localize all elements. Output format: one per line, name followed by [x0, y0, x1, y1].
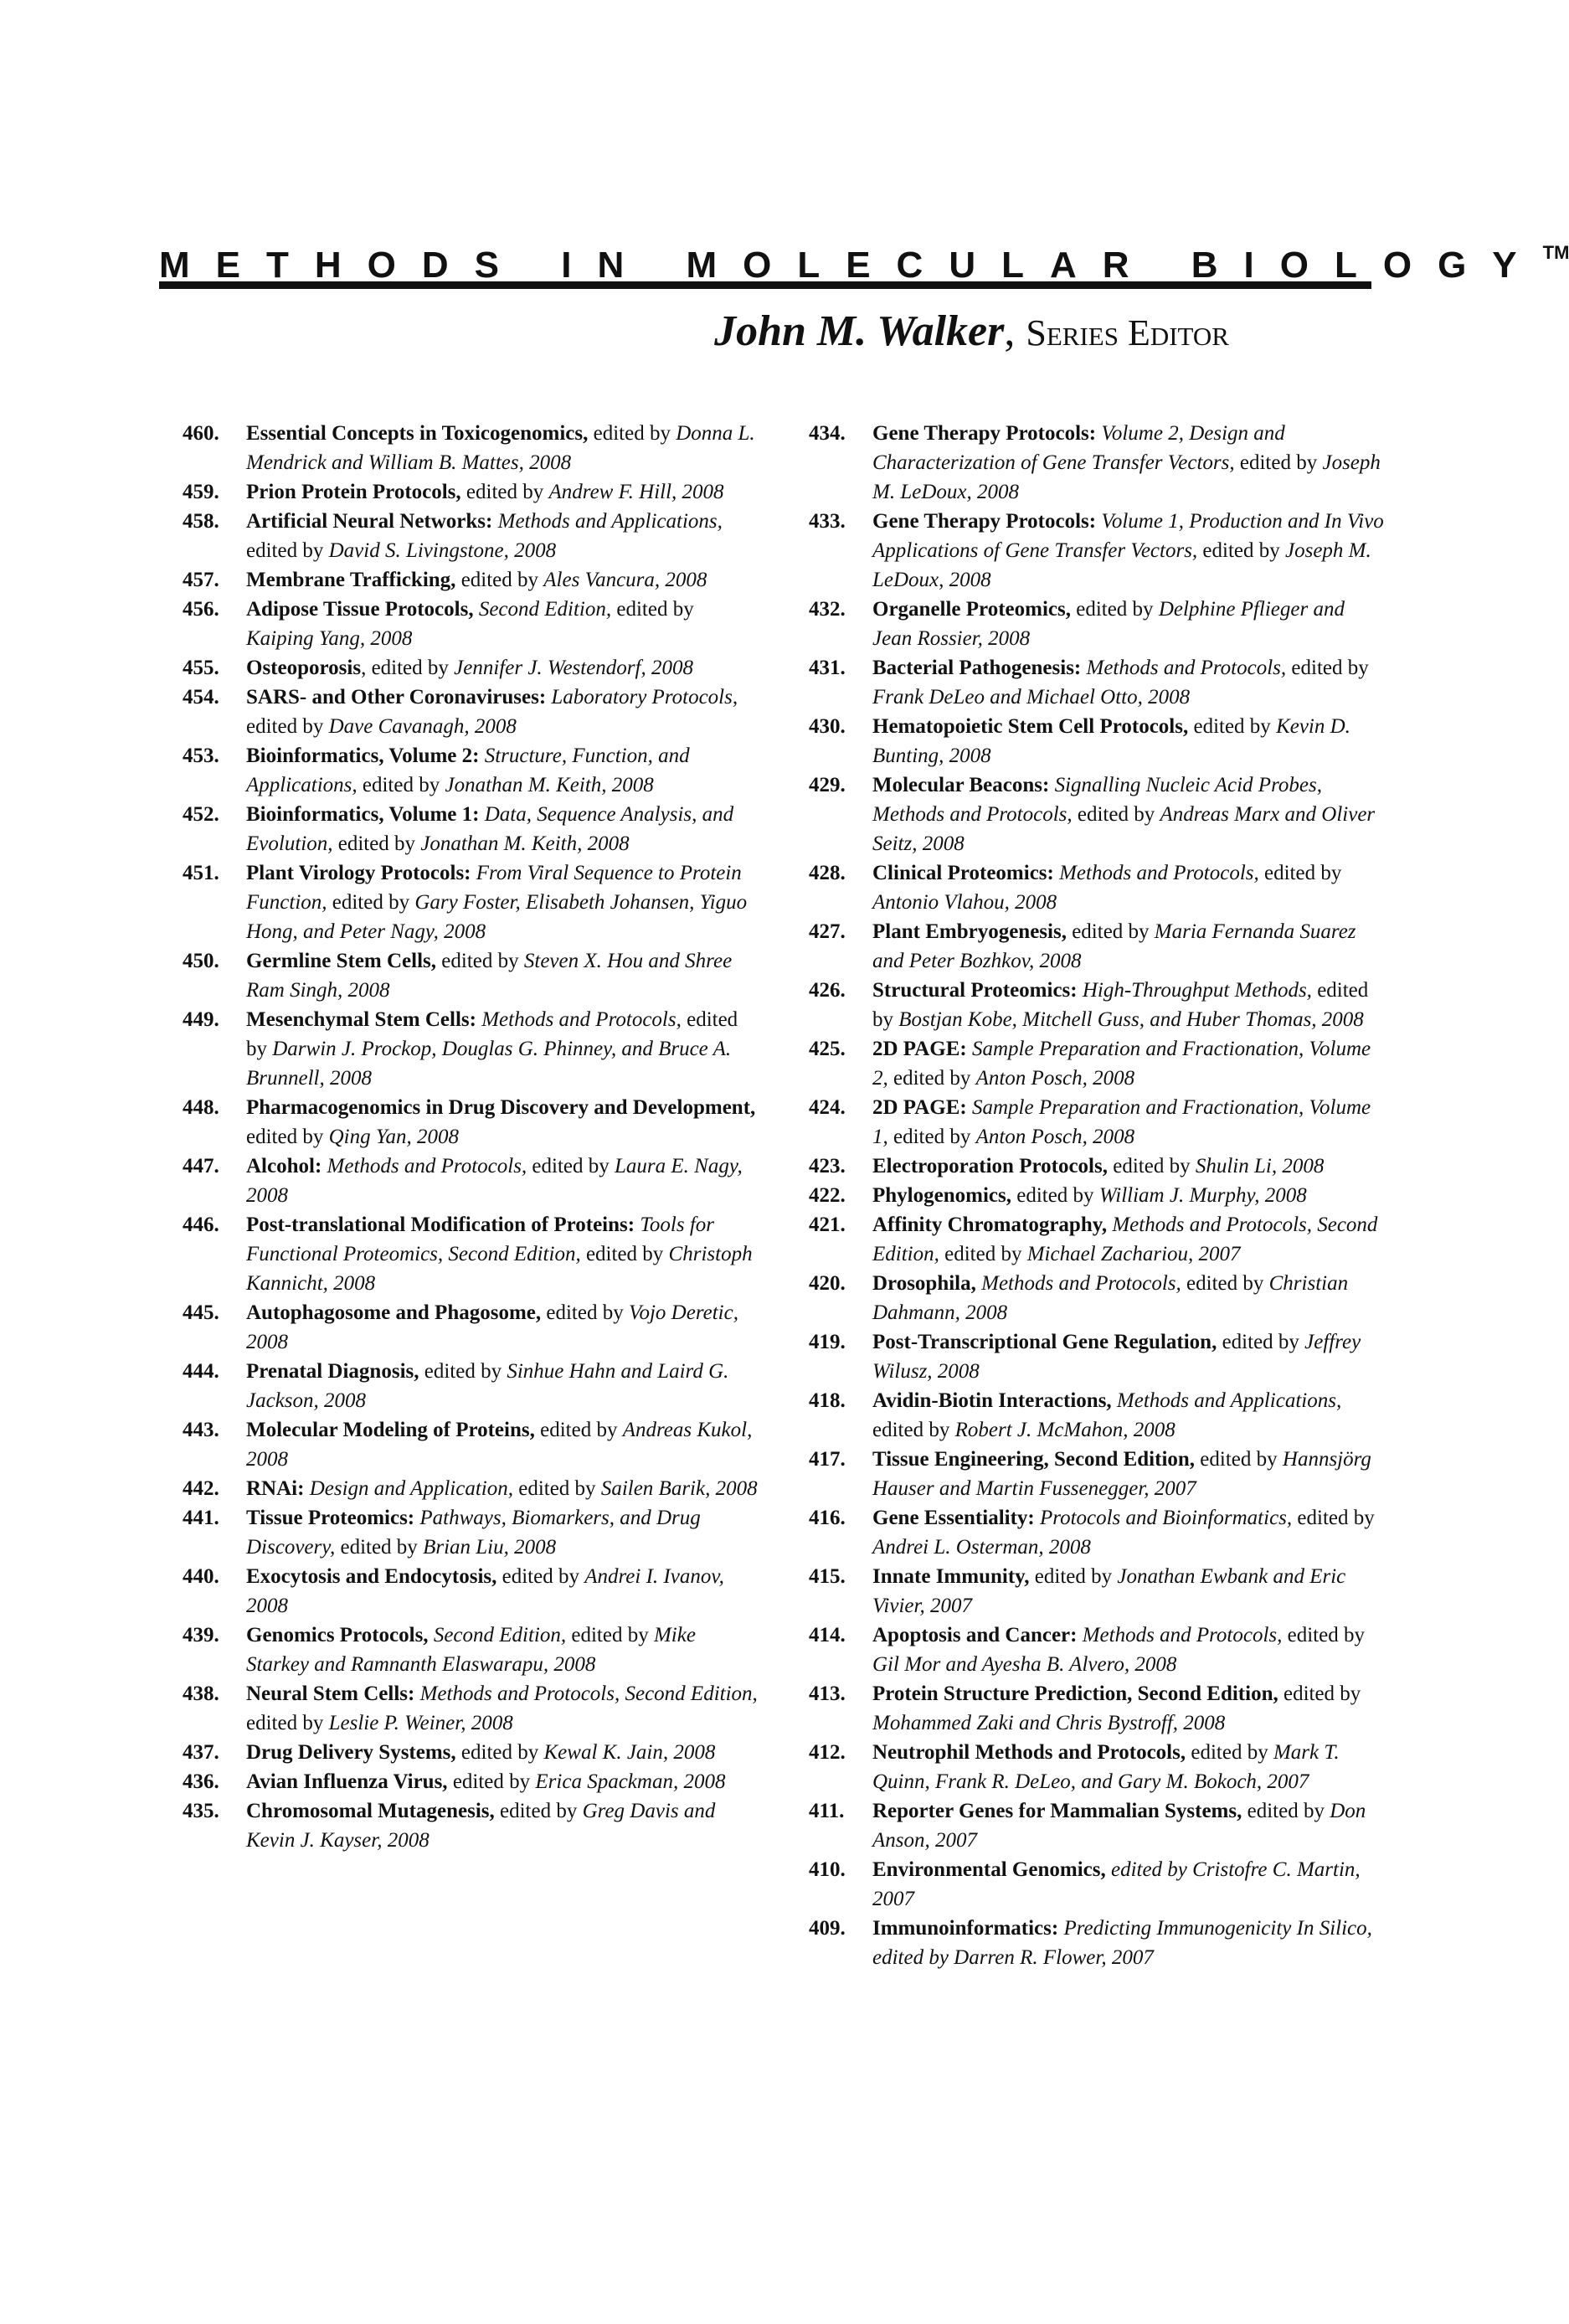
volume-entry	[183, 565, 760, 595]
volume-number: 427.	[809, 920, 846, 943]
volume-entry	[183, 507, 760, 565]
volume-entry	[809, 653, 1386, 712]
volume-entry	[183, 1562, 760, 1621]
volume-entry	[809, 1503, 1386, 1562]
edited-by-text: edited by	[494, 1800, 583, 1822]
volume-subtitle: Methods and Protocols, Second Edition,	[414, 1682, 758, 1705]
volume-number: 420.	[809, 1272, 846, 1295]
volume-title: Avidin-Biotin Interactions,	[872, 1389, 1112, 1412]
volume-entry	[809, 1796, 1386, 1855]
edited-by-text: edited by	[887, 1126, 976, 1148]
volume-title: Prion Protein Protocols,	[246, 481, 461, 503]
volume-entry	[183, 1503, 760, 1562]
volume-title: Tissue Proteomics:	[246, 1507, 415, 1529]
volume-number: 447.	[183, 1155, 219, 1177]
volume-number: 440.	[183, 1565, 219, 1588]
edited-by-text: edited by	[332, 832, 421, 855]
volume-number: 450.	[183, 950, 219, 972]
volume-title: Neural Stem Cells:	[246, 1682, 415, 1705]
edited-by-text: edited by	[1181, 1272, 1269, 1295]
edited-by-text: , edited by	[361, 657, 455, 679]
volume-number: 441.	[183, 1507, 219, 1529]
volume-subtitle: Methods and Protocols, Second Edition,	[872, 1214, 1378, 1265]
edited-by-text: edited by	[580, 1243, 669, 1265]
series-title-text: METHODS IN MOLECULAR BIOLOGY	[159, 245, 1543, 286]
volume-title: Reporter Genes for Mammalian Systems,	[872, 1800, 1242, 1822]
volume-subtitle: edited by Cristofre C. Martin, 2007	[872, 1858, 1361, 1910]
volume-editors: Delphine Pflieger and Jean Rossier, 2008	[872, 598, 1345, 650]
volume-subtitle: Sample Preparation and Fractionation, Volume 2,	[872, 1038, 1371, 1090]
volume-number: 454.	[183, 686, 219, 709]
volume-title: Organelle Proteomics,	[872, 598, 1071, 621]
volume-editors: Mike Starkey and Ramnanth Elaswarapu, 2008	[246, 1624, 696, 1676]
volume-entry	[809, 1210, 1386, 1269]
volume-number: 445.	[183, 1301, 219, 1324]
edited-by-text: edited by	[1242, 1800, 1330, 1822]
volume-title: Avian Influenza Virus,	[246, 1770, 448, 1793]
edited-by-text: edited by	[436, 950, 524, 972]
volume-number: 456.	[183, 598, 219, 621]
volume-editors: Andrei L. Osterman, 2008	[872, 1536, 1091, 1559]
volume-number: 421.	[809, 1214, 846, 1236]
volume-entry	[809, 1269, 1386, 1327]
volume-title: Bacterial Pathogenesis:	[872, 657, 1082, 679]
edited-by-text: edited by	[1072, 803, 1160, 826]
volume-title: Post-translational Modification of Proteins:	[246, 1214, 635, 1236]
volume-editors: Jonathan Ewbank and Eric Vivier, 2007	[872, 1565, 1346, 1617]
edited-by-text: edited by	[1286, 657, 1369, 679]
edited-by-text: edited by	[1282, 1624, 1365, 1646]
volume-title: Adipose Tissue Protocols,	[246, 598, 474, 621]
left-column	[183, 419, 760, 1855]
volume-editors: Andrei I. Ivanov, 2008	[246, 1565, 724, 1617]
volume-number: 419.	[809, 1331, 846, 1353]
edited-by-text: edited by	[1107, 1155, 1196, 1177]
volume-title: Environmental Genomics,	[872, 1858, 1106, 1881]
volume-number: 415.	[809, 1565, 846, 1588]
volume-subtitle: Design and Application,	[304, 1477, 513, 1500]
volume-editors: Don Anson, 2007	[872, 1800, 1366, 1852]
volume-editors: David S. Livingstone, 2008	[328, 539, 557, 562]
edited-by-text: edited by	[1217, 1331, 1305, 1353]
edited-by-text: edited by	[335, 1536, 424, 1559]
volume-number: 429.	[809, 774, 846, 796]
volume-entry	[183, 1298, 760, 1357]
edited-by-text: edited by	[566, 1624, 654, 1646]
volume-title: Germline Stem Cells,	[246, 950, 437, 972]
volume-editors: Greg Davis and Kevin J. Kayser, 2008	[246, 1800, 716, 1852]
volume-editors: Hannsjörg Hauser and Martin Fussenegger, 2007	[872, 1448, 1371, 1500]
edited-by-text: edited by	[512, 1477, 601, 1500]
volume-subtitle: High-Throughput Methods,	[1077, 979, 1312, 1002]
volume-number: 428.	[809, 862, 846, 884]
edited-by-text: edited by	[1186, 1741, 1273, 1764]
volume-editors: Shulin Li, 2008	[1195, 1155, 1325, 1177]
volume-editors: Dave Cavanagh, 2008	[328, 715, 517, 738]
volume-title: Drosophila,	[872, 1272, 976, 1295]
volume-title: Tissue Engineering, Second Edition,	[872, 1448, 1196, 1471]
volume-editors: Laura E. Nagy, 2008	[246, 1155, 743, 1207]
volume-entry	[183, 1679, 760, 1738]
edited-by-text: edited by	[1234, 451, 1323, 474]
edited-by-text: edited by	[1292, 1507, 1375, 1529]
volume-number: 416.	[809, 1507, 846, 1529]
volume-title: Drug Delivery Systems,	[246, 1741, 456, 1764]
volume-entry	[809, 1093, 1386, 1152]
volume-subtitle: Volume 2, Design and Characterization of Gene Transfer Vectors,	[872, 422, 1285, 474]
volume-title: 2D PAGE:	[872, 1038, 967, 1060]
volume-number: 444.	[183, 1360, 219, 1383]
right-column	[809, 419, 1386, 1972]
volume-entry	[183, 477, 760, 507]
volume-entry	[809, 507, 1386, 595]
volume-entry	[183, 858, 760, 946]
volume-entry	[809, 595, 1386, 653]
volume-title: Genomics Protocols,	[246, 1624, 429, 1646]
volume-editors: Ales Vancura, 2008	[543, 569, 707, 591]
volume-number: 439.	[183, 1624, 219, 1646]
volume-editors: Bostjan Kobe, Mitchell Guss, and Huber Thomas, 2008	[898, 1008, 1364, 1031]
volume-number: 413.	[809, 1682, 846, 1705]
volume-subtitle: Protocols and Bioinformatics,	[1034, 1507, 1293, 1529]
edited-by-text: edited by	[1188, 715, 1277, 738]
volume-entry	[183, 1152, 760, 1210]
editor-role: Series Editor	[1026, 312, 1229, 353]
volume-subtitle: Methods and Protocols,	[476, 1008, 682, 1031]
edited-by-text: edited by	[455, 1741, 544, 1764]
edited-by-text: edited by	[1258, 862, 1342, 884]
edited-by-text: edited by	[872, 1419, 955, 1441]
edited-by-text: edited by	[1195, 1448, 1283, 1471]
volume-editors: Vojo Deretic, 2008	[246, 1301, 738, 1353]
volume-title: Essential Concepts in Toxicogenomics,	[246, 422, 589, 445]
edited-by-text: edited by	[357, 774, 445, 796]
volume-entry	[183, 653, 760, 683]
volume-number: 418.	[809, 1389, 846, 1412]
volume-title: Phylogenomics,	[872, 1184, 1011, 1207]
volume-subtitle: Laboratory Protocols,	[546, 686, 738, 709]
volume-editors: Sinhue Hahn and Laird G. Jackson, 2008	[246, 1360, 729, 1412]
series-header	[159, 228, 1569, 361]
volume-title: Gene Therapy Protocols:	[872, 422, 1097, 445]
volume-subtitle: Methods and Applications,	[492, 510, 723, 533]
volume-subtitle: Data, Sequence Analysis, and Evolution,	[246, 803, 734, 855]
volume-editors: Kewal K. Jain, 2008	[543, 1741, 716, 1764]
volume-editors: Andreas Kukol, 2008	[246, 1419, 753, 1471]
edited-by-text: edited by	[1070, 598, 1159, 621]
edited-by-text: edited by	[246, 539, 329, 562]
volume-editors: Jonathan M. Keith, 2008	[420, 832, 630, 855]
volume-title: Plant Virology Protocols:	[246, 862, 471, 884]
volume-entry	[809, 1181, 1386, 1210]
edited-by-text: edited by	[246, 1126, 329, 1148]
volume-entry	[183, 1474, 760, 1503]
volume-entry	[809, 770, 1386, 858]
edited-by-text: edited by	[1197, 539, 1286, 562]
volume-title: Mesenchymal Stem Cells:	[246, 1008, 476, 1031]
volume-number: 457.	[183, 569, 219, 591]
volume-title: Membrane Trafficking,	[246, 569, 456, 591]
volume-number: 411.	[809, 1800, 845, 1822]
volume-title: Molecular Beacons:	[872, 774, 1050, 796]
volume-entry	[183, 946, 760, 1005]
volume-number: 424.	[809, 1096, 846, 1119]
volume-entry	[809, 1386, 1386, 1445]
edited-by-text: edited by	[455, 569, 544, 591]
edited-by-text: edited by	[1011, 1184, 1099, 1207]
volume-entry	[183, 419, 760, 477]
volume-editors: Leslie P. Weiner, 2008	[328, 1712, 513, 1734]
volume-subtitle: Predicting Immunogenicity In Silico, edited by Darren R. Flower, 2007	[872, 1917, 1372, 1969]
volume-number: 412.	[809, 1741, 846, 1764]
volume-title: Hematopoietic Stem Cell Protocols,	[872, 715, 1189, 738]
volume-number: 458.	[183, 510, 219, 533]
volume-subtitle: Signalling Nucleic Acid Probes, Methods and Protocols,	[872, 774, 1322, 826]
volume-title: Autophagosome and Phagosome,	[246, 1301, 542, 1324]
volume-editors: Anton Posch, 2008	[975, 1067, 1135, 1090]
volume-entry	[809, 917, 1386, 976]
volume-number: 423.	[809, 1155, 846, 1177]
volume-number: 434.	[809, 422, 846, 445]
volume-entry	[809, 1914, 1386, 1972]
volume-editors: Joseph M. LeDoux, 2008	[872, 451, 1381, 503]
volume-title: Affinity Chromatography,	[872, 1214, 1108, 1236]
volume-editors: Jennifer J. Westendorf, 2008	[454, 657, 693, 679]
volume-editors: Antonio Vlahou, 2008	[872, 891, 1057, 914]
volume-subtitle: Volume 1, Production and In Vivo Applications of Gene Transfer Vectors,	[872, 510, 1384, 562]
edited-by-text: edited by	[588, 422, 676, 445]
volume-entry	[183, 1621, 760, 1679]
volume-editors: Frank DeLeo and Michael Otto, 2008	[872, 686, 1191, 709]
volume-number: 446.	[183, 1214, 219, 1236]
volume-number: 453.	[183, 745, 219, 767]
volume-editors: Maria Fernanda Suarez and Peter Bozhkov, 2008	[872, 920, 1356, 972]
edited-by-text: edited by	[246, 1712, 329, 1734]
volume-number: 410.	[809, 1858, 846, 1881]
volume-editors: Darwin J. Prockop, Douglas G. Phinney, and Bruce A. Brunnell, 2008	[246, 1038, 732, 1090]
volume-editors: Andrew F. Hill, 2008	[548, 481, 724, 503]
volume-editors: Kaiping Yang, 2008	[246, 627, 413, 650]
edited-by-text: edited by	[887, 1067, 976, 1090]
volume-editors: Andreas Marx and Oliver Seitz, 2008	[872, 803, 1376, 855]
series-title	[159, 228, 1569, 286]
volume-number: 455.	[183, 657, 219, 679]
volume-title: Osteoporosis	[246, 657, 362, 679]
volume-editors: Sailen Barik, 2008	[600, 1477, 758, 1500]
volume-editors: Gary Foster, Elisabeth Johansen, Yiguo Hong, and Peter Nagy, 2008	[246, 891, 748, 943]
volume-subtitle: Methods and Applications,	[1111, 1389, 1342, 1412]
volume-entry	[809, 1621, 1386, 1679]
volume-subtitle: Structure, Function, and Applications,	[246, 745, 690, 796]
volume-entry	[809, 1152, 1386, 1181]
edited-by-text: edited by	[611, 598, 694, 621]
volume-editors: Joseph M. LeDoux, 2008	[872, 539, 1371, 591]
volume-title: Neutrophil Methods and Protocols,	[872, 1741, 1186, 1764]
volume-editors: Anton Posch, 2008	[975, 1126, 1135, 1148]
volume-number: 452.	[183, 803, 219, 826]
volume-subtitle: Second Edition,	[473, 598, 612, 621]
edited-by-text: edited by	[527, 1155, 615, 1177]
volume-number: 417.	[809, 1448, 846, 1471]
volume-entry	[809, 419, 1386, 507]
volume-entry	[183, 800, 760, 858]
volume-title: Bioinformatics, Volume 2:	[246, 745, 480, 767]
volume-entry	[183, 1796, 760, 1855]
volume-editors: Jeffrey Wilusz, 2008	[872, 1331, 1361, 1383]
volume-number: 443.	[183, 1419, 219, 1441]
volume-title: Protein Structure Prediction, Second Edition,	[872, 1682, 1278, 1705]
volume-title: Post-Transcriptional Gene Regulation,	[872, 1331, 1217, 1353]
volume-title: Clinical Proteomics:	[872, 862, 1054, 884]
volume-title: Innate Immunity,	[872, 1565, 1030, 1588]
volume-title: Electroporation Protocols,	[872, 1155, 1108, 1177]
volume-number: 437.	[183, 1741, 219, 1764]
volume-entry	[809, 1445, 1386, 1503]
volume-editors: Mark T. Quinn, Frank R. DeLeo, and Gary M. Bokoch, 2007	[872, 1741, 1340, 1793]
volume-title: Structural Proteomics:	[872, 979, 1078, 1002]
volume-editors: Gil Mor and Ayesha B. Alvero, 2008	[872, 1653, 1177, 1676]
volume-number: 442.	[183, 1477, 219, 1500]
volume-number: 460.	[183, 422, 219, 445]
volume-title: Artificial Neural Networks:	[246, 510, 493, 533]
volume-editors: William J. Murphy, 2008	[1098, 1184, 1307, 1207]
volume-entry	[809, 1679, 1386, 1738]
edited-by-text: edited by	[1029, 1565, 1118, 1588]
volume-title: Plant Embryogenesis,	[872, 920, 1067, 943]
volume-editors: Donna L. Mendrick and William B. Mattes, 2008	[246, 422, 755, 474]
trademark-mark: TM	[1542, 242, 1569, 263]
volume-entry	[183, 1093, 760, 1152]
volume-entry	[183, 741, 760, 800]
editor-name: John M. Walker	[714, 307, 1005, 355]
volume-entry	[183, 683, 760, 741]
volume-title: Chromosomal Mutagenesis,	[246, 1800, 495, 1822]
volume-editors: Christian Dahmann, 2008	[872, 1272, 1349, 1324]
volume-entry	[809, 1327, 1386, 1386]
volume-title: Exocytosis and Endocytosis,	[246, 1565, 497, 1588]
volume-editors: Steven X. Hou and Shree Ram Singh, 2008	[246, 950, 733, 1002]
volume-entry	[183, 595, 760, 653]
edited-by-text: edited by	[447, 1770, 536, 1793]
volume-number: 433.	[809, 510, 846, 533]
volume-number: 409.	[809, 1917, 846, 1940]
volume-number: 449.	[183, 1008, 219, 1031]
volume-number: 414.	[809, 1624, 846, 1646]
edited-by-text: edited by	[1278, 1682, 1361, 1705]
volume-editors: Brian Liu, 2008	[423, 1536, 557, 1559]
edited-by-text: edited by	[246, 715, 329, 738]
volume-number: 430.	[809, 715, 846, 738]
volume-title: Molecular Modeling of Proteins,	[246, 1419, 535, 1441]
edited-by-text: edited by	[460, 481, 549, 503]
edited-by-text: edited by	[541, 1301, 629, 1324]
volume-title: Alcohol:	[246, 1155, 322, 1177]
volume-title: RNAi:	[246, 1477, 305, 1500]
volume-entry	[183, 1415, 760, 1474]
edited-by-text: edited by	[327, 891, 415, 914]
volume-subtitle: Tools for Functional Proteomics, Second Edition,	[246, 1214, 715, 1265]
volume-number: 448.	[183, 1096, 219, 1119]
volume-editors: Robert J. McMahon, 2008	[954, 1419, 1175, 1441]
edited-by-text: edited by	[419, 1360, 507, 1383]
volume-number: 426.	[809, 979, 846, 1002]
volume-subtitle: Methods and Protocols,	[322, 1155, 527, 1177]
volume-editors: Mohammed Zaki and Chris Bystroff, 2008	[872, 1712, 1226, 1734]
volume-subtitle: Second Edition,	[428, 1624, 567, 1646]
volume-entry	[809, 858, 1386, 917]
volume-editors: Michael Zachariou, 2007	[1026, 1243, 1241, 1265]
volume-number: 432.	[809, 598, 846, 621]
edited-by-text: edited by	[872, 979, 1369, 1031]
volume-number: 435.	[183, 1800, 219, 1822]
volume-entry	[183, 1210, 760, 1298]
volume-entry	[183, 1738, 760, 1767]
volume-title: 2D PAGE:	[872, 1096, 967, 1119]
volume-editors: Erica Spackman, 2008	[535, 1770, 726, 1793]
volume-title: Gene Therapy Protocols:	[872, 510, 1097, 533]
volume-subtitle: Sample Preparation and Fractionation, Volume 1,	[872, 1096, 1371, 1148]
volume-subtitle: Methods and Protocols,	[1081, 657, 1287, 679]
volume-title: Immunoinformatics:	[872, 1917, 1059, 1940]
series-editor: John M. Walker, Series Editor	[714, 307, 1229, 355]
volume-entry	[183, 1767, 760, 1796]
volume-title: Gene Essentiality:	[872, 1507, 1035, 1529]
volume-entry	[809, 1034, 1386, 1093]
volume-title: SARS- and Other Coronaviruses:	[246, 686, 547, 709]
volume-entry	[809, 712, 1386, 770]
volume-number: 431.	[809, 657, 846, 679]
volume-entry	[809, 1855, 1386, 1914]
edited-by-text: edited by	[1066, 920, 1155, 943]
volume-number: 451.	[183, 862, 219, 884]
volume-title: Apoptosis and Cancer:	[872, 1624, 1078, 1646]
volume-subtitle: Methods and Protocols,	[1077, 1624, 1283, 1646]
volume-editors: Christoph Kannicht, 2008	[246, 1243, 753, 1295]
edited-by-text: edited by	[246, 1008, 738, 1060]
edited-by-text: edited by	[939, 1243, 1027, 1265]
volume-entry	[183, 1357, 760, 1415]
volume-number: 425.	[809, 1038, 846, 1060]
volume-subtitle: Pathways, Biomarkers, and Drug Discovery,	[246, 1507, 701, 1559]
volume-title: Bioinformatics, Volume 1:	[246, 803, 480, 826]
volume-subtitle: Methods and Protocols,	[1053, 862, 1259, 884]
volume-entry	[809, 1562, 1386, 1621]
volume-title: Pharmacogenomics in Drug Discovery and Development,	[246, 1096, 756, 1119]
volume-editors: Qing Yan, 2008	[328, 1126, 459, 1148]
volume-number: 438.	[183, 1682, 219, 1705]
volume-title: Prenatal Diagnosis,	[246, 1360, 419, 1383]
volume-number: 459.	[183, 481, 219, 503]
volume-editors: Jonathan M. Keith, 2008	[445, 774, 654, 796]
volume-number: 436.	[183, 1770, 219, 1793]
volume-entry	[809, 1738, 1386, 1796]
volume-number: 422.	[809, 1184, 846, 1207]
edited-by-text: edited by	[534, 1419, 623, 1441]
volume-entry	[183, 1005, 760, 1093]
volume-editors: Kevin D. Bunting, 2008	[872, 715, 1350, 767]
volume-entry	[809, 976, 1386, 1034]
volume-subtitle: From Viral Sequence to Protein Function,	[246, 862, 742, 914]
edited-by-text: edited by	[496, 1565, 585, 1588]
volume-subtitle: Methods and Protocols,	[975, 1272, 1181, 1295]
